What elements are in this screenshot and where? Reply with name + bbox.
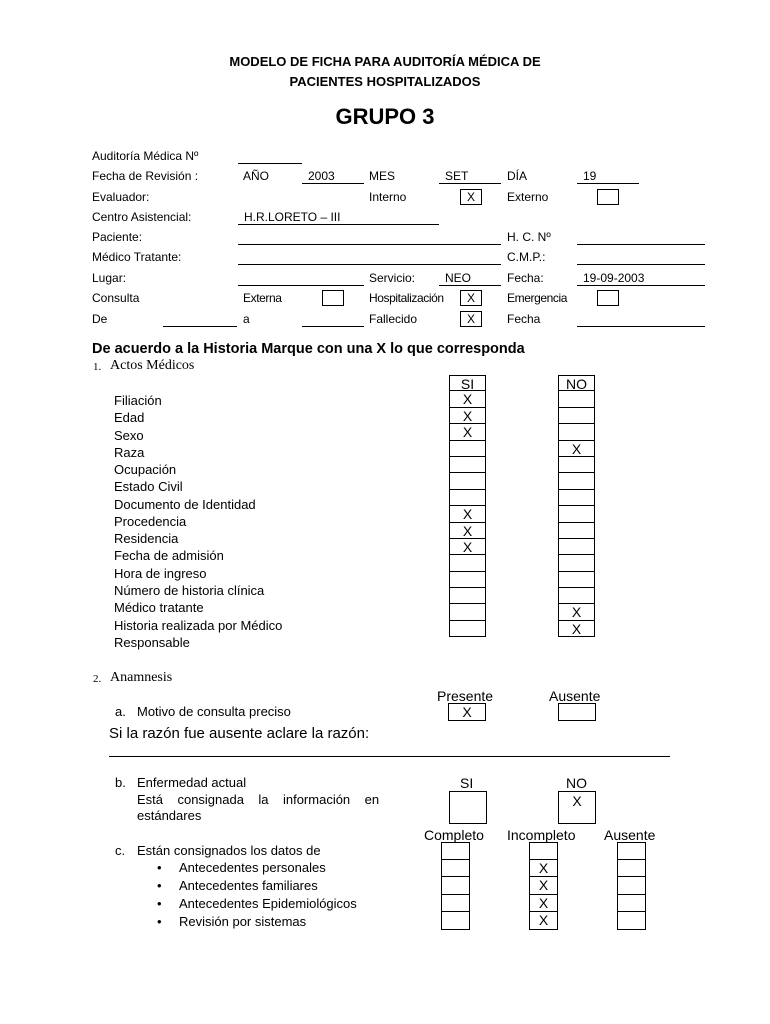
item-b-letter: b.	[115, 775, 126, 790]
completo-cell-epidemiologicos[interactable]	[441, 895, 470, 913]
incompleto-column	[529, 842, 558, 930]
title-line-1: MODELO DE FICHA PARA AUDITORÍA MÉDICA DE	[229, 54, 541, 69]
bullet-icon: •	[157, 896, 162, 911]
auditoria-field[interactable]	[238, 149, 302, 164]
enfermedad-no-box[interactable]: X	[558, 791, 596, 824]
dia-value: 19	[583, 169, 597, 183]
dia-field[interactable]	[577, 169, 639, 184]
no-cell-raza[interactable]: X	[558, 441, 595, 457]
antecedentes-personales: Antecedentes personales	[179, 860, 326, 875]
razon-line[interactable]	[109, 756, 670, 757]
si-cell-numero-historia[interactable]	[449, 572, 486, 588]
item-responsable: Responsable	[114, 635, 190, 650]
centro-field[interactable]	[238, 210, 439, 225]
dia-label: DÍA	[507, 169, 528, 183]
ausente2-cell-sistemas[interactable]	[617, 912, 646, 930]
enfermedad-si-box[interactable]	[449, 791, 487, 824]
ausente2-column	[617, 842, 646, 930]
fecha-revision-label: Fecha de Revisión :	[92, 169, 199, 183]
si-cell-residencia[interactable]: X	[449, 523, 486, 539]
externa-label: Externa	[243, 291, 282, 305]
ausente2-cell-epidemiologicos[interactable]	[617, 895, 646, 913]
servicio-field[interactable]	[439, 271, 501, 286]
evaluador-label: Evaluador:	[92, 190, 150, 204]
si-cell-ocupacion[interactable]	[449, 457, 486, 473]
presente-header: Presente	[437, 688, 494, 704]
completo-cell-personales[interactable]	[441, 860, 470, 878]
servicio-value: NEO	[445, 271, 472, 285]
lugar-label: Lugar:	[92, 271, 127, 285]
fecha-value: 19-09-2003	[583, 271, 645, 285]
item-filiacion: Filiación	[114, 393, 162, 408]
item-hora-ingreso: Hora de ingreso	[114, 566, 207, 581]
no-column	[558, 375, 595, 637]
si-cell-fecha-admision[interactable]: X	[449, 539, 486, 555]
a-label: a	[243, 312, 250, 326]
cmp-label: C.M.P.:	[507, 250, 546, 264]
auditoria-label: Auditoría Médica Nº	[92, 149, 199, 163]
item-procedencia: Procedencia	[114, 514, 187, 529]
no-cell-residencia[interactable]	[558, 523, 595, 539]
medico-field[interactable]	[238, 250, 501, 265]
ausente-header: Ausente	[549, 688, 601, 704]
no-cell-documento[interactable]	[558, 490, 595, 506]
no-cell-ocupacion[interactable]	[558, 457, 595, 473]
antecedentes-epidemiologicos: Antecedentes Epidemiológicos	[179, 896, 357, 911]
section2-title: Anamnesis	[110, 670, 173, 685]
fallecido-label: Fallecido	[369, 312, 418, 326]
mes-value: SET	[445, 169, 469, 183]
section1-number: 1.	[93, 361, 102, 373]
si-cell-responsable[interactable]	[449, 621, 486, 637]
si-cell-sexo[interactable]: X	[449, 424, 486, 440]
fallecido-checkbox[interactable]: X	[460, 311, 482, 327]
hc-label: H. C. Nº	[507, 230, 551, 244]
no-cell-edad[interactable]	[558, 408, 595, 424]
incompleto-cell-epidemiologicos[interactable]: X	[529, 895, 558, 913]
item-sexo: Sexo	[114, 428, 144, 443]
anio-label: AÑO	[243, 169, 270, 183]
si-cell-edad[interactable]: X	[449, 408, 486, 424]
no-cell-responsable[interactable]: X	[558, 621, 595, 637]
item-historia-realizada: Historia realizada por Médico	[114, 618, 283, 633]
hc-field[interactable]	[577, 230, 705, 245]
motivo-presente-box[interactable]: X	[448, 703, 486, 721]
enfermedad-line-1: Está consignada la información en	[137, 792, 380, 807]
section2-number: 2.	[93, 673, 102, 685]
si-cell-hora-ingreso[interactable]	[449, 555, 486, 571]
no-cell-filiacion[interactable]	[558, 391, 595, 407]
ausente2-cell-personales[interactable]	[617, 860, 646, 878]
no-cell-fecha-admision[interactable]	[558, 539, 595, 555]
group-heading: GRUPO 3	[335, 104, 435, 129]
no-cell-numero-historia[interactable]	[558, 572, 595, 588]
ausente2-cell-familiares[interactable]	[617, 877, 646, 895]
item-ocupacion: Ocupación	[114, 462, 177, 477]
no-cell-medico-tratante[interactable]	[558, 588, 595, 604]
no-cell-sexo[interactable]	[558, 424, 595, 440]
item-estado-civil: Estado Civil	[114, 479, 183, 494]
revision-sistemas: Revisión por sistemas	[179, 914, 307, 929]
si-column	[449, 375, 486, 637]
mes-field[interactable]	[439, 169, 501, 184]
si-cell-estado-civil[interactable]	[449, 473, 486, 489]
emergencia-label: Emergencia	[507, 291, 568, 305]
si-header: SI	[449, 375, 486, 391]
si-cell-documento[interactable]	[449, 490, 486, 506]
item-medico-tratante: Médico tratante	[114, 600, 204, 615]
incompleto-header: Incompleto	[507, 827, 576, 843]
title-line-2: PACIENTES HOSPITALIZADOS	[289, 74, 481, 89]
fecha-field[interactable]	[577, 271, 705, 286]
interno-checkbox[interactable]: X	[460, 189, 482, 205]
interno-label: Interno	[369, 190, 407, 204]
hospitalizacion-label: Hospitalización	[369, 291, 444, 305]
ausente2-header: Ausente	[604, 827, 656, 843]
completo-cell-familiares[interactable]	[441, 877, 470, 895]
no-cell-hora-ingreso[interactable]	[558, 555, 595, 571]
de-field[interactable]	[163, 312, 237, 327]
emergencia-checkbox[interactable]	[597, 290, 619, 306]
razon-label: Si la razón fue ausente aclare la razón:	[109, 725, 370, 742]
item-a-letter: a.	[115, 704, 126, 719]
incompleto-cell-sistemas[interactable]: X	[529, 912, 558, 930]
section1-title: Actos Médicos	[110, 358, 195, 373]
item-fecha-admision: Fecha de admisión	[114, 548, 224, 563]
de-label: De	[92, 312, 108, 326]
item-raza: Raza	[114, 445, 145, 460]
item-residencia: Residencia	[114, 531, 179, 546]
no-cell-historia-realizada[interactable]: X	[558, 604, 595, 620]
centro-value: H.R.LORETO – III	[244, 210, 341, 224]
externo-checkbox[interactable]	[597, 189, 619, 205]
bullet-icon: •	[157, 860, 162, 875]
b-no-header: NO	[566, 775, 587, 791]
fecha2-label: Fecha	[507, 312, 541, 326]
cmp-field[interactable]	[577, 250, 705, 265]
antecedentes-familiares: Antecedentes familiares	[179, 878, 318, 893]
completo-cell-sistemas[interactable]	[441, 912, 470, 930]
si-cell-historia-realizada[interactable]	[449, 604, 486, 620]
lugar-field[interactable]	[238, 271, 364, 286]
externo-label: Externo	[507, 190, 549, 204]
item-documento: Documento de Identidad	[114, 497, 256, 512]
incompleto-cell-header	[529, 842, 558, 860]
si-cell-procedencia[interactable]: X	[449, 506, 486, 522]
enfermedad-line-2: estándares	[137, 808, 202, 823]
motivo-consulta-label: Motivo de consulta preciso	[137, 704, 291, 719]
ausente2-cell-header	[617, 842, 646, 860]
datos-title: Están consignados los datos de	[137, 843, 321, 858]
bullet-icon: •	[157, 878, 162, 893]
si-cell-filiacion[interactable]: X	[449, 391, 486, 407]
mes-label: MES	[369, 169, 396, 183]
si-cell-medico-tratante[interactable]	[449, 588, 486, 604]
item-numero-historia: Número de historia clínica	[114, 583, 265, 598]
b-si-header: SI	[460, 775, 474, 791]
incompleto-cell-personales[interactable]: X	[529, 860, 558, 878]
item-c-letter: c.	[115, 843, 126, 858]
no-cell-procedencia[interactable]	[558, 506, 595, 522]
motivo-ausente-box[interactable]	[558, 703, 596, 721]
paciente-field[interactable]	[238, 230, 501, 245]
paciente-label: Paciente:	[92, 230, 143, 244]
bullet-icon: •	[157, 914, 162, 929]
si-cell-raza[interactable]	[449, 441, 486, 457]
a-field[interactable]	[302, 312, 364, 327]
enfermedad-actual-title: Enfermedad actual	[137, 775, 247, 790]
servicio-label: Servicio:	[369, 271, 416, 285]
hospitalizacion-checkbox[interactable]: X	[460, 290, 482, 306]
consulta-label: Consulta	[92, 291, 140, 305]
completo-cell-header	[441, 842, 470, 860]
anio-field[interactable]	[302, 169, 364, 184]
anio-value: 2003	[308, 169, 335, 183]
no-header: NO	[558, 375, 595, 391]
instruction-text: De acuerdo a la Historia Marque con una X lo que corresponda	[92, 341, 525, 357]
completo-column	[441, 842, 470, 930]
fecha-label: Fecha:	[507, 271, 544, 285]
fecha2-field[interactable]	[577, 312, 705, 327]
externa-checkbox[interactable]	[322, 290, 344, 306]
completo-header: Completo	[424, 827, 484, 843]
item-edad: Edad	[114, 410, 145, 425]
medico-label: Médico Tratante:	[92, 250, 182, 264]
no-cell-estado-civil[interactable]	[558, 473, 595, 489]
incompleto-cell-familiares[interactable]: X	[529, 877, 558, 895]
centro-label: Centro Asistencial:	[92, 210, 192, 224]
